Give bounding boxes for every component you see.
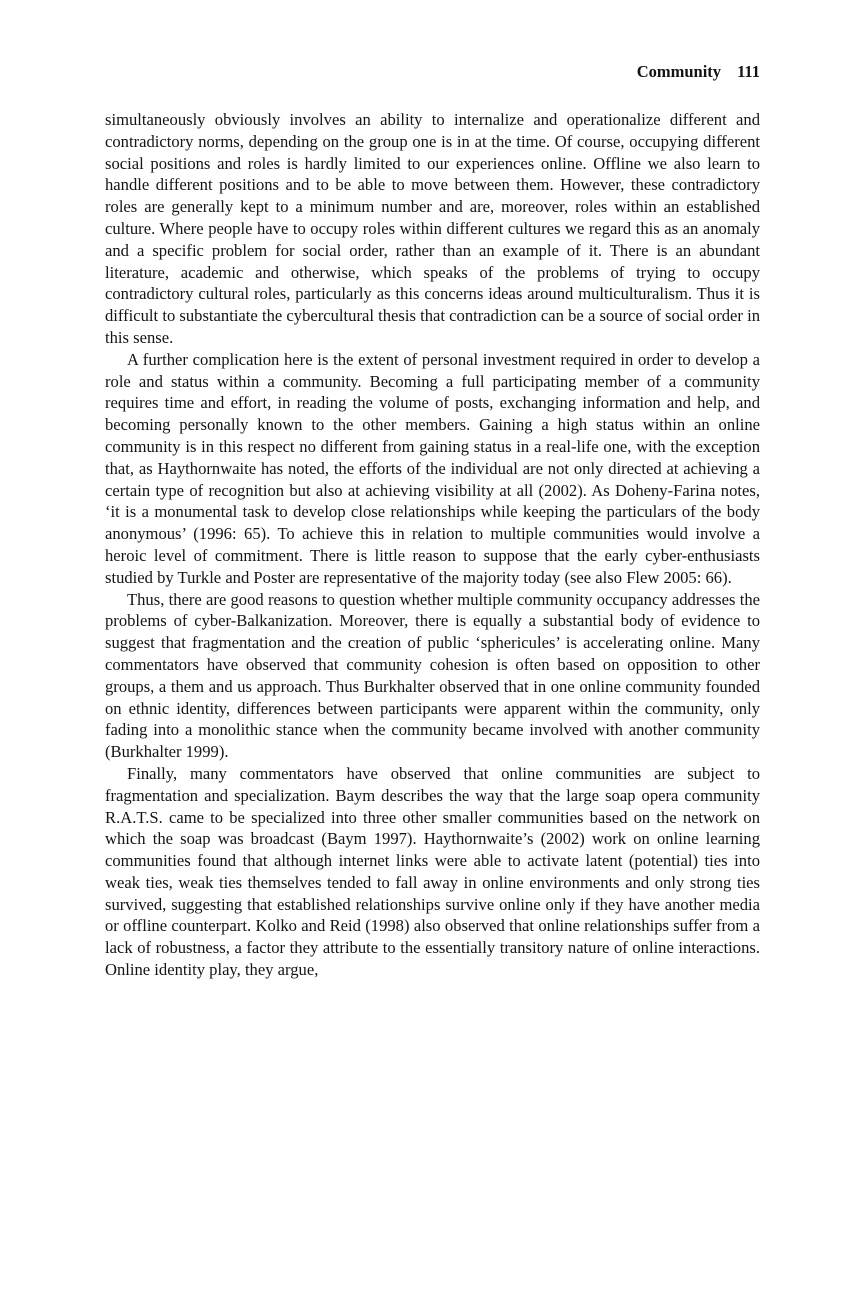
paragraph: simultaneously obviously involves an ability to internalize and operationalize different and contradictory norms, depending on the group one is in at the time. Of course, occupying different social positions and roles is hardly limited to our experiences online. Offline we also learn to handle different positions and to be able to move between them. However, these contradictory roles are generally kept to a minimum number and are, moreover, roles within an established culture. Where people have to occupy roles within different cultures we regard this as an anomaly and a specific problem for social order, rather than an example of it. There is an abundant literature, academic and otherwise, which speaks of the problems of trying to occupy contradictory cultural roles, particularly as this concerns ideas around multiculturalism. Thus it is difficult to substantiate the cybercultural thesis that contradiction can be a source of social order in this sense.: [105, 110, 760, 347]
body-text: [105, 109, 760, 981]
paragraph: Thus, there are good reasons to question whether multiple community occupancy addresses the problems of cyber-Balkanization. Moreover, there is equally a substantial body of evidence to suggest that fragmentation and the creation of public ‘sphericules’ is accelerating online. Many commentators have observed that community cohesion is often based on opposition to other groups, a them and us approach. Thus Burkhalter observed that in one online community founded on ethnic identity, differences between participants were apparent within the community, only fading into a monolithic stance when the community became involved with another community (Burkhalter 1999).: [105, 589, 760, 762]
page-number: 111: [737, 62, 760, 81]
running-title: Community: [636, 62, 722, 81]
page-header: [105, 62, 760, 82]
paragraph: A further complication here is the extent of personal investment required in order to develop a role and status within a community. Becoming a full participating member of a community requires time and effort, in reading the volume of posts, exchanging information and help, and becoming personally known to the other members. Gaining a high status within an online community is in this respect no different from gaining status in a real-life one, with the exception that, as Haythornwaite has noted, the efforts of the individual are not only directed at achieving a certain type of recognition but also at achieving visibility at all (2002). As Doheny-Farina notes, ‘it is a monumental task to develop close relationships while keeping the particulars of the body anonymous’ (1996: 65). To achieve this in relation to multiple communities would involve a heroic level of commitment. There is little reason to suppose that the early cyber-enthusiasts studied by Turkle and Poster are representative of the majority today (see also Flew 2005: 66).: [105, 349, 760, 587]
paragraph: Finally, many commentators have observed that online communities are subject to fragmentation and specialization. Baym describes the way that the large soap opera community R.A.T.S. came to be specialized into three other smaller communities based on the network on which the soap was broadcast (Baym 1997). Haythornwaite’s (2002) work on online learning communities found that although internet links were able to activate latent (potential) ties into weak ties, weak ties themselves tended to fall away in online environments and only strong ties survived, suggesting that established relationships survive online only if they have another media or offline counterpart. Kolko and Reid (1998) also observed that online relationships suffer from a lack of robustness, a factor they attribute to the essentially transitory nature of online interactions. Online identity play, they argue,: [105, 763, 760, 980]
